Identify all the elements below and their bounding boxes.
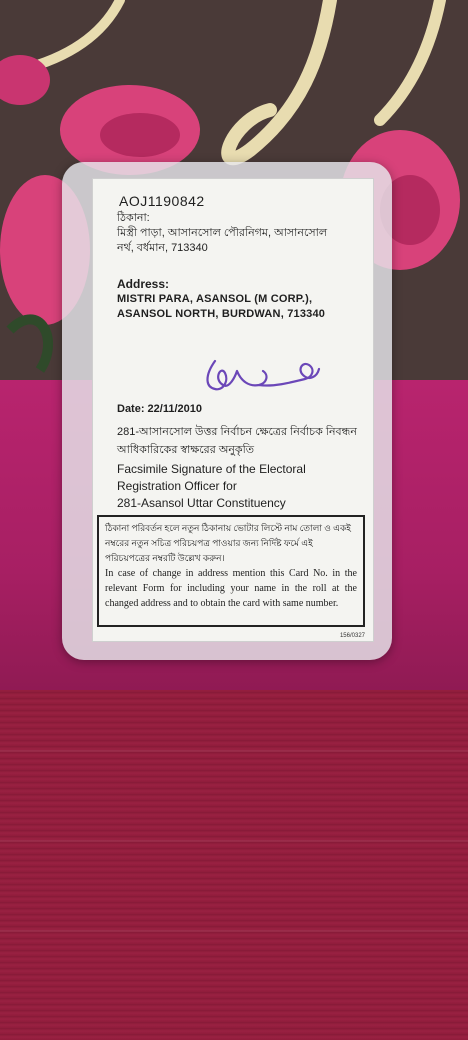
notice-bengali-line3: পরিচয়পত্রের নম্বরটি উল্লেখ করুন। [105, 553, 225, 563]
issue-date: Date: 22/11/2010 [117, 403, 203, 415]
address-change-notice [97, 515, 365, 627]
texture-line [0, 840, 468, 842]
notice-bengali-line2: নম্বরের নতুন সচিত্র পরিচয়পত্র পাওয়ার জন্য নির্দিষ্ট ফর্মে এই [105, 538, 313, 548]
bengali-address-label: ঠিকানা: [117, 212, 150, 224]
bengali-address-line1: মিস্ত্রী পাড়া, আসানসোল পৌরনিগম, আসানসোল [117, 227, 328, 239]
facsimile-line1: Facsimile Signature of the Electoral [117, 462, 306, 476]
notice-english: In case of change in address mention this Card No. in the relevant Form for including your name in the roll at the changed address and to obtain the card with same number. [105, 568, 357, 609]
texture-line [0, 750, 468, 752]
address-line1: MISTRI PARA, ASANSOL (M CORP.), [117, 293, 313, 305]
red-carpet-area [0, 690, 468, 1040]
facsimile-line2: Registration Officer for [117, 479, 237, 493]
facsimile-line3: 281-Asansol Uttar Constituency [117, 496, 286, 510]
bengali-facsimile-line2: আধিকারিকের স্বাক্ষরের অনুকৃতি [117, 444, 255, 456]
address-line2: ASANSOL NORTH, BURDWAN, 713340 [117, 308, 326, 320]
texture-line [0, 930, 468, 932]
address-label: Address: [117, 277, 170, 291]
bengali-facsimile-line1: 281-আসানসোল উত্তর নির্বাচন ক্ষেত্রের নির্বাচক নিবন্ধন [117, 426, 357, 438]
bengali-address-line2: নর্থ, বর্ধমান, 713340 [117, 242, 208, 254]
voter-id-card-back [92, 178, 374, 642]
handwritten-signature [193, 347, 333, 407]
card-serial: 156/0327 [339, 633, 365, 639]
notice-bengali-line1: ঠিকানা পরিবর্তন হলে নতুন ঠিকানায় ভোটার লিস্টে নাম তোলা ও একই [105, 523, 351, 533]
epic-number: AOJ1190842 [119, 193, 205, 209]
